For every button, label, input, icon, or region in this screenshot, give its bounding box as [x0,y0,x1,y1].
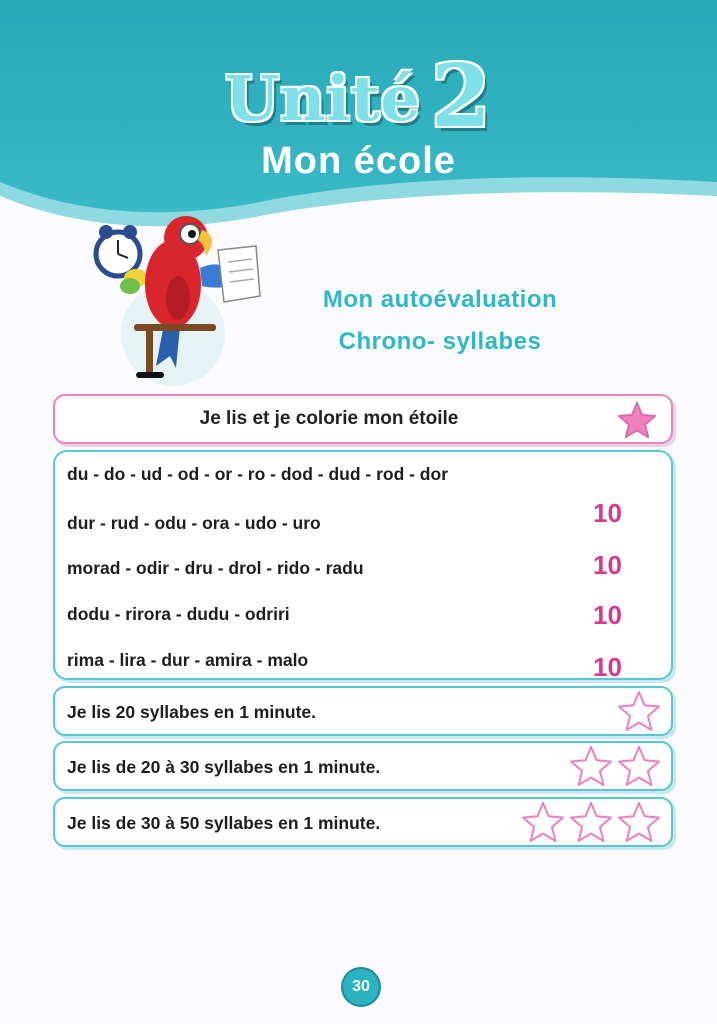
syllable-count: 10 [593,498,622,528]
outline-star-icon[interactable] [617,690,661,732]
page-number: 30 [341,967,381,1007]
outline-star-icon[interactable] [569,801,613,843]
syllable-line: dur - rud - odu - ora - udo - uro [67,513,321,533]
syllable-count: 10 [593,600,622,630]
syllable-list-box [53,450,673,680]
unit-title [0,46,717,147]
syllable-count: 10 [593,652,622,682]
outline-star-icon[interactable] [569,745,613,787]
unit-word: Unité [225,62,421,135]
level-row [53,797,673,847]
section-title-line2: Chrono- syllabes [338,328,542,355]
instruction-label: Je lis et je colorie mon étoile [199,408,459,429]
level-label: Je lis de 20 à 30 syllabes en 1 minute. [67,757,381,777]
outline-star-icon[interactable] [521,801,565,843]
outline-star-icon[interactable] [617,801,661,843]
filled-star-icon [617,400,657,440]
unit-subtitle: Mon école [261,140,456,182]
level-label: Je lis 20 syllabes en 1 minute. [67,702,317,722]
instruction-box [53,394,673,444]
parrot-mascot-illustration [78,206,268,386]
outline-star-icon[interactable] [617,745,661,787]
syllable-line: morad - odir - dru - drol - rido - radu [67,558,364,578]
level-label: Je lis de 30 à 50 syllabes en 1 minute. [67,813,381,833]
unit-number: 2 [430,46,492,147]
level-row [53,741,673,791]
level-stars [617,690,661,734]
level-stars [521,801,661,845]
syllable-line: du - do - ud - od - or - ro - dod - dud - rod - dor [67,464,449,484]
level-stars [569,745,661,789]
section-title-line1: Mon autoévaluation [322,286,558,313]
level-row [53,686,673,736]
syllable-line: dodu - rirora - dudu - odriri [67,604,290,624]
syllable-count: 10 [593,550,622,580]
syllable-line: rima - lira - dur - amira - malo [67,650,309,670]
